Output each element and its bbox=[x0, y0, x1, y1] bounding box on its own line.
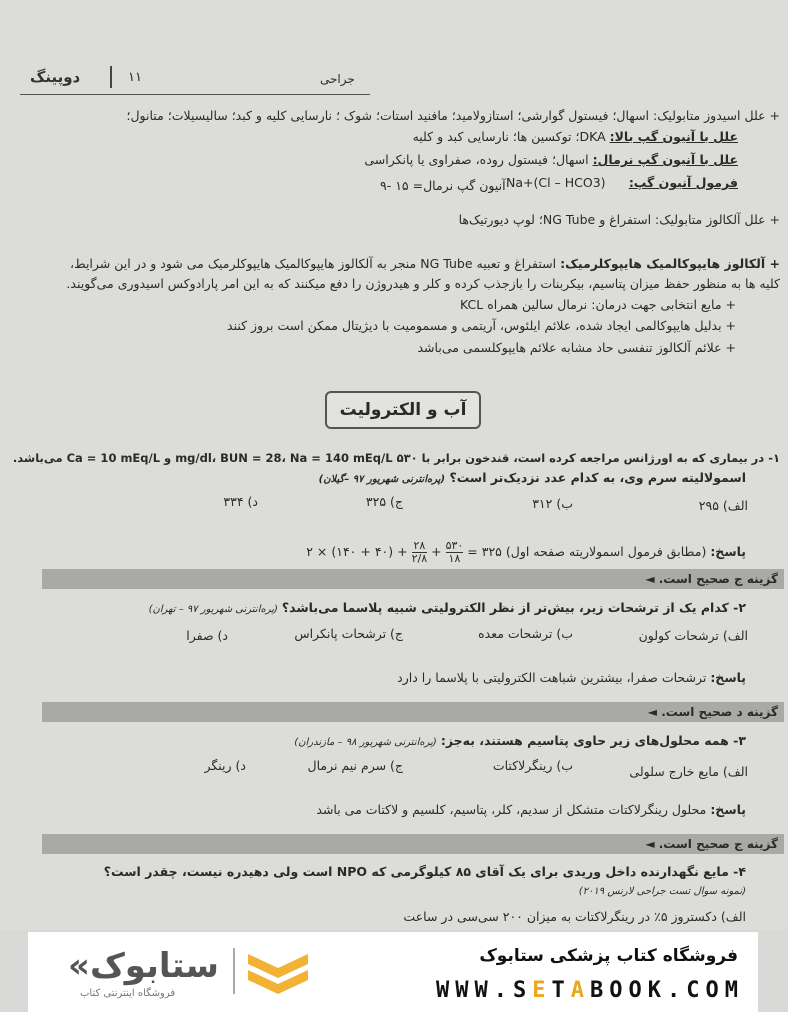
url-e: E bbox=[532, 978, 552, 1003]
q2-stem: ۲- کدام یک از ترشحات زیر، بیش‌تر از نظر الکترولیتی شبیه پلاسما می‌باشد؟ bbox=[281, 600, 746, 615]
note-hypokalemic-label: + آلکالوز هایپوکالمیک هایپوکلرمیک: bbox=[560, 256, 780, 271]
header-rule bbox=[20, 94, 370, 95]
q3-option-b: ب) رینگرلاکتات bbox=[492, 758, 573, 773]
q4-source: (نمونه سوال تست جراحی لارنس ۲۰۱۹) bbox=[578, 886, 746, 897]
q3-answer-label: پاسخ: bbox=[710, 802, 746, 817]
store-title: فروشگاه کتاب پزشکی ستابوک bbox=[479, 946, 738, 966]
note-acidosis-causes: + علل اسیدوز متابولیک: اسهال؛ فیستول گوارشی؛ استازولامید؛ مافنید استات؛ شوک ؛ نارسایی کلیه و کبد؛ سالیسیلات؛ متانول؛ bbox=[126, 108, 780, 123]
q1-answer-text: (مطابق فرمول اسمولاریته صفحه اول) ۳۲۵ = bbox=[463, 544, 707, 559]
q2-option-c: ج) ترشحات پانکراس bbox=[294, 626, 403, 641]
page-number: ۱۱ bbox=[128, 70, 142, 85]
q3-option-c: ج) سرم نیم نرمال bbox=[307, 758, 403, 773]
note-gap-formula: Na+(Cl – HCO3) bbox=[506, 175, 606, 190]
q1-frac1-den: ۱۸ bbox=[448, 552, 461, 565]
note-normal-gap-label: علل با آنیون گپ نرمال: bbox=[592, 152, 738, 167]
header-divider bbox=[110, 66, 112, 88]
chevron-logo-icon bbox=[243, 950, 313, 1000]
q1-option-c: ج) ۳۲۵ bbox=[365, 494, 403, 509]
q2-option-a: الف) ترشحات کولون bbox=[638, 628, 748, 643]
q1-frac-tail: (۴۰ + ۱۴۰) × ۲ bbox=[306, 544, 394, 559]
header-logo: دوپینگ bbox=[30, 68, 81, 86]
q3-answer bbox=[316, 800, 746, 820]
q1-source: (پره‌انترنی شهریور ۹۷ –گیلان) bbox=[318, 474, 446, 485]
store-logo: «ستابوک bbox=[68, 946, 219, 986]
q1-frac1-num: ۵۳۰ bbox=[445, 539, 464, 552]
q3-answer-text: محلول رینگرلاکتات متشکل از سدیم، کلر، پتاسیم، کلسیم و لاکتات می باشد bbox=[316, 802, 711, 817]
note-hypokalemia-signs: + بدلیل هایپوکالمی ایجاد شده، علائم ایلئوس، آریتمی و مسمومیت با دیژیتال ممکن است بروز کنند bbox=[227, 318, 736, 333]
header-subject: جراحی bbox=[320, 72, 355, 86]
q1-option-a: الف) ۲۹۵ bbox=[698, 498, 748, 513]
q2-correct-bar: گزینه د صحیح است. ◄ bbox=[42, 702, 784, 722]
q2-correct: گزینه د صحیح است. bbox=[661, 705, 778, 719]
q1-frac2-num: ۲۸ bbox=[413, 539, 426, 552]
url-a: A bbox=[570, 978, 591, 1003]
q2-option-d: د) صفرا bbox=[186, 628, 228, 643]
q2-answer-label: پاسخ: bbox=[710, 670, 746, 685]
url-t: T bbox=[551, 978, 571, 1003]
q3-correct-bar: گزینه ج صحیح است. ◄ bbox=[42, 834, 784, 854]
q1-answer-label: پاسخ: bbox=[710, 544, 746, 559]
note-alkalosis-causes: + علل آلکالوز متابولیک: استفراغ و NG Tube؛ لوپ دیورتیک‌ها bbox=[458, 212, 780, 227]
banner-divider bbox=[233, 948, 235, 994]
note-high-gap-label: علل با آنیون گپ بالا: bbox=[609, 129, 738, 144]
q1-frac1 bbox=[446, 540, 464, 565]
q1-option-d: د) ۳۳۴ bbox=[223, 494, 258, 509]
store-url[interactable] bbox=[436, 978, 744, 1003]
q1-stem-question: اسمولالیته سرم وی، به کدام عدد نزدیک‌تر است؟ bbox=[449, 470, 746, 485]
store-logo-subtitle: فروشگاه اینترنتی کتاب bbox=[80, 988, 176, 999]
q2-stem-line bbox=[149, 598, 746, 620]
note-resp-alkalosis: + علائم آلکالوز تنفسی حاد مشابه علائم هایپوکلسمی می‌باشد bbox=[417, 340, 736, 355]
url-b: B bbox=[590, 978, 610, 1003]
q1-frac2 bbox=[412, 540, 428, 565]
q4-stem: ۴- مایع نگهدارنده داخل وریدی برای یک آقای ۸۵ کیلوگرمی که NPO است ولی دهیدره نیست، چقدر است؟ bbox=[103, 864, 746, 879]
q3-option-d: د) رینگر bbox=[204, 758, 246, 773]
url-prefix: WWW. bbox=[436, 978, 514, 1003]
q4-option-a: الف) دکستروز ۵٪ در رینگرلاکتات به میزان ۲۰۰ سی‌سی در ساعت bbox=[403, 909, 746, 924]
store-banner[interactable] bbox=[28, 932, 758, 1012]
q1-correct-bar: گزینه ج صحیح است. ◄ bbox=[42, 569, 784, 589]
url-rest: OOK.COM bbox=[609, 978, 744, 1003]
note-gap-normal: آنیون گپ نرمال= ۱۵ -۹ bbox=[380, 178, 506, 193]
q2-source: (پره‌انترنی شهریور ۹۷ – تهران) bbox=[148, 604, 278, 615]
q3-option-a: الف) مایع خارج سلولی bbox=[629, 764, 748, 779]
note-paradoxical-aciduria: کلیه ها به منظور حفظ میزان پتاسیم، بیکربنات را بازجذب کرده و کلر و هیدروژن را دفع میکنند که به این امر پارادوکس اسیدوری می‌گویند. bbox=[66, 276, 780, 291]
q2-option-b: ب) ترشحات معده bbox=[478, 626, 573, 641]
note-treatment: + مایع انتخابی جهت درمان: نرمال سالین همراه KCL bbox=[460, 297, 736, 312]
q1-option-b: ب) ۳۱۲ bbox=[532, 496, 573, 511]
note-high-gap bbox=[413, 127, 738, 147]
q1-answer: پاسخ: (مطابق فرمول اسمولاریته صفحه اول) ۳۲۵ = ۵۳۰ ۱۸ + ۲۸ ۲/۸ + (۴۰ + ۱۴۰) × ۲ bbox=[306, 539, 746, 565]
note-normal-gap-text: اسهال؛ فیستول روده، صفراوی یا پانکراسی bbox=[364, 152, 593, 167]
url-s: S bbox=[513, 978, 533, 1003]
q2-answer-text: ترشحات صفرا، بیشترین شباهت الکترولیتی با پلاسما را دارد bbox=[397, 670, 711, 685]
note-hypokalemic-alkalosis bbox=[70, 254, 780, 274]
q1-frac2-den: ۲/۸ bbox=[411, 552, 428, 565]
q1-stem-line1: ۱- در بیماری که به اورژانس مراجعه کرده است، قندخون برابر با ۵۳۰ mg/dl، BUN = 28، Na = 140 mEq/L و Ca = 10 mEq/L می‌باشد. bbox=[12, 451, 780, 465]
note-high-gap-text: DKA؛ توکسین ها؛ نارسایی کبد و کلیه bbox=[412, 129, 610, 144]
q3-stem-line bbox=[294, 731, 746, 753]
note-hypokalemic-text: استفراغ و تعبیه NG Tube منجر به آلکالوز هایپوکالمیک هایپوکلرمیک می شود و در این شرایط، bbox=[70, 256, 561, 271]
note-normal-gap bbox=[364, 150, 738, 170]
q3-correct: گزینه ج صحیح است. bbox=[658, 837, 778, 851]
section-title: آب و الکترولیت bbox=[325, 391, 481, 429]
q3-source: (پره‌انترنی شهریور ۹۸ – مازندران) bbox=[294, 737, 437, 748]
q3-stem: ۳- همه محلول‌های زیر حاوی پتاسیم هستند، به‌جز: bbox=[440, 733, 746, 748]
q1-correct: گزینه ج صحیح است. bbox=[658, 572, 778, 586]
q2-answer bbox=[397, 668, 746, 688]
note-gap-formula-label: فرمول آنیون گپ: bbox=[628, 175, 738, 190]
q1-stem-line2 bbox=[319, 468, 746, 490]
